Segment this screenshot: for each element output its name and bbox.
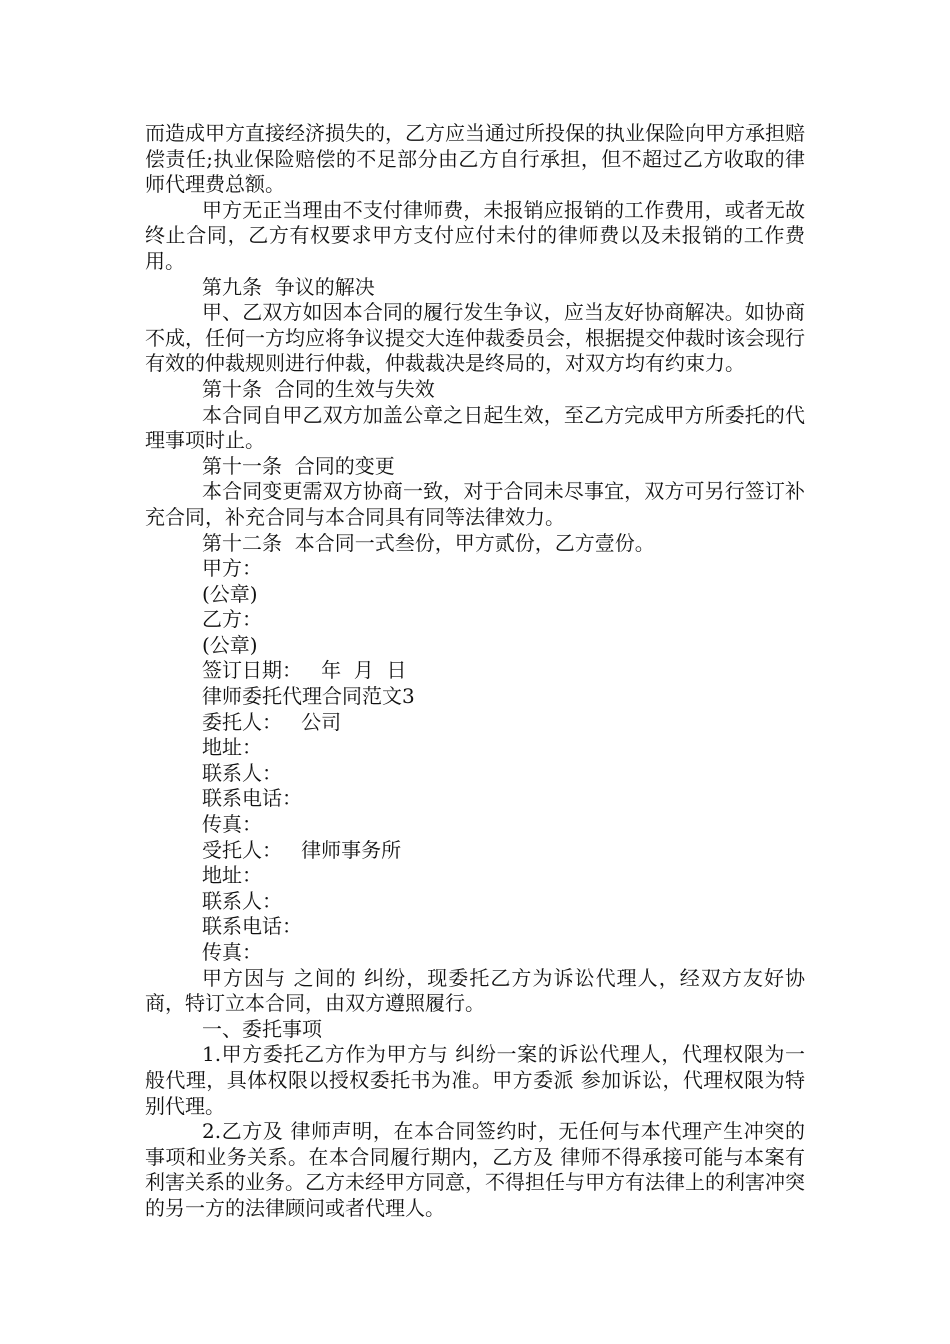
paragraph-18: 联系电话：: [202, 786, 302, 811]
paragraph-22: 联系人：: [202, 888, 282, 913]
paragraph-15: 委托人： 公司: [202, 709, 342, 734]
paragraph-4: 第十条 合同的生效与失效: [202, 376, 435, 401]
paragraph-1: 甲方无正当理由不支付律师费，未报销应报销的工作费用，或者无故终止合同，乙方有权要求甲方支付应付未付的律师费以及未报销的工作费用。: [145, 197, 805, 273]
paragraph-3: 甲、乙双方如因本合同的履行发生争议，应当友好协商解决。如协商不成，任何一方均应将争议提交大连仲裁委员会，根据提交仲裁时该会现行有效的仲裁规则进行仲裁，仲裁裁决是终局的，对双方均有约束力。: [145, 300, 805, 376]
paragraph-20: 受托人： 律师事务所: [202, 837, 402, 862]
paragraph-9: 甲方：: [202, 556, 262, 581]
paragraph-7: 本合同变更需双方协商一致，对于合同未尽事宜，双方可另行签订补充合同，补充合同与本合同具有同等法律效力。: [145, 479, 805, 529]
paragraph-23: 联系电话：: [202, 914, 302, 939]
paragraph-6: 第十一条 合同的变更: [202, 453, 395, 478]
paragraph-27: 1.甲方委托乙方作为甲方与 纠纷一案的诉讼代理人，代理权限为一般代理，具体权限以授权委托书为准。甲方委派 参加诉讼，代理权限为特别代理。: [145, 1042, 805, 1118]
paragraph-5: 本合同自甲乙双方加盖公章之日起生效，至乙方完成甲方所委托的代理事项时止。: [145, 402, 805, 453]
paragraph-13: 签订日期： 年 月 日: [202, 658, 407, 683]
paragraph-0: 而造成甲方直接经济损失的，乙方应当通过所投保的执业保险向甲方承担赔偿责任;执业保险赔偿的不足部分由乙方自行承担，但不超过乙方收取的律师代理费总额。: [145, 121, 805, 197]
paragraph-10: (公章): [202, 581, 258, 606]
paragraph-8: 第十二条 本合同一式叁份，甲方贰份，乙方壹份。: [202, 530, 655, 555]
paragraph-12: (公章): [202, 632, 258, 657]
paragraph-26: 一、委托事项: [202, 1016, 322, 1041]
paragraph-14: 律师委托代理合同范文3: [202, 684, 415, 709]
paragraph-11: 乙方：: [202, 607, 262, 632]
paragraph-17: 联系人：: [202, 760, 282, 785]
document-page: [145, 121, 805, 1222]
paragraph-16: 地址：: [202, 735, 262, 760]
paragraph-21: 地址：: [202, 863, 262, 888]
paragraph-2: 第九条 争议的解决: [202, 274, 375, 299]
paragraph-19: 传真：: [202, 812, 262, 837]
paragraph-24: 传真：: [202, 940, 262, 964]
paragraph-25: 甲方因与 之间的 纠纷，现委托乙方为诉讼代理人，经双方友好协商，特订立本合同，由双方遵照履行。: [145, 965, 805, 1016]
paragraph-28: 2.乙方及 律师声明，在本合同签约时，无任何与本代理产生冲突的事项和业务关系。在本合同履行期内，乙方及 律师不得承接可能与本案有利害关系的业务。乙方未经甲方同意，不得担任与甲方有法律上的利害冲突的另一方的法律顾问或者代理人。: [145, 1119, 805, 1220]
